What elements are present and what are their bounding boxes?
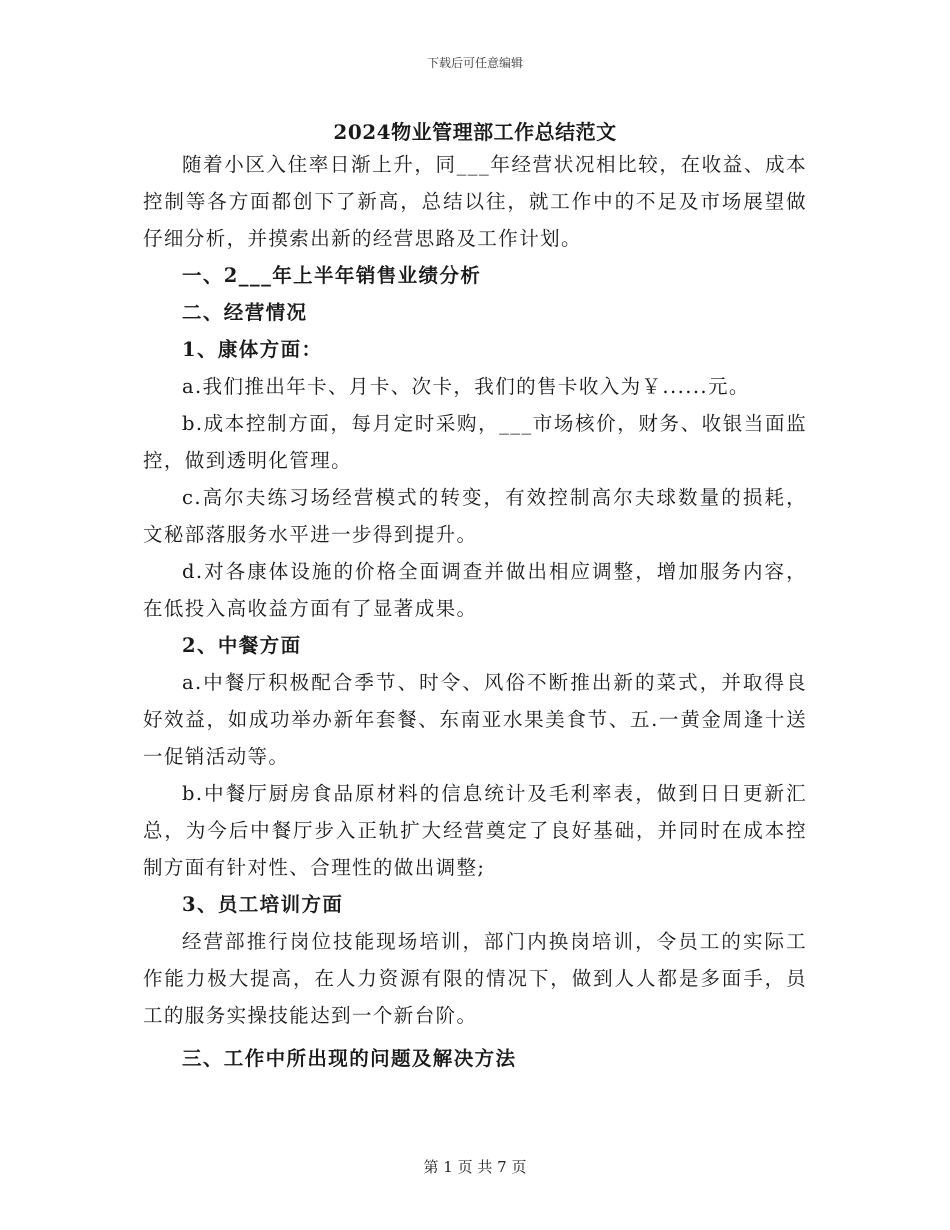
paragraph-restaurant-a: a.中餐厅积极配合季节、时令、风俗不断推出新的菜式，并取得良好效益，如成功举办新年套餐、东南亚水果美食节、五.一黄金周逢十送一促销活动等。 bbox=[143, 671, 807, 768]
paragraph-fitness-d: d.对各康体设施的价格全面调查并做出相应调整，增加服务内容，在低投入高收益方面有了显著成果。 bbox=[143, 560, 807, 620]
paragraph-fitness-a: a.我们推出年卡、月卡、次卡，我们的售卡收入为￥......元。 bbox=[182, 375, 750, 398]
paragraph-fitness-c: c.高尔夫练习场经营模式的转变，有效控制高尔夫球数量的损耗，文秘部落服务水平进一步得到提升。 bbox=[143, 486, 807, 546]
paragraph-intro: 随着小区入住率日渐上升，同___年经营状况相比较，在收益、成本控制等各方面都创下了新高，总结以往，就工作中的不足及市场展望做仔细分析，并摸索出新的经营思路及工作计划。 bbox=[143, 153, 807, 250]
paragraph-staff-training: 经营部推行岗位技能现场培训，部门内换岗培训，令员工的实际工作能力极大提高，在人力资源有限的情况下，做到人人都是多面手，员工的服务实操技能达到一个新台阶。 bbox=[143, 930, 807, 1027]
paragraph-restaurant-b: b.中餐厅厨房食品原材料的信息统计及毛利率表，做到日日更新汇总，为今后中餐厅步入正轨扩大经营奠定了良好基础，并同时在成本控制方面有针对性、合理性的做出调整; bbox=[143, 782, 807, 879]
heading-operations: 二、经营情况 bbox=[182, 301, 308, 324]
heading-chinese-restaurant: 2、中餐方面 bbox=[182, 634, 302, 657]
paragraph-fitness-b: b.成本控制方面，每月定时采购，___市场核价，财务、收银当面监控，做到透明化管理。 bbox=[143, 412, 807, 472]
page-footer: 第 1 页 共 7 页 bbox=[423, 1158, 527, 1176]
heading-staff-training: 3、员工培训方面 bbox=[182, 893, 344, 916]
document-body bbox=[143, 146, 807, 1077]
document-title: 2024物业管理部工作总结范文 bbox=[333, 120, 617, 144]
heading-problems-solutions: 三、工作中所出现的问题及解决方法 bbox=[182, 1047, 517, 1070]
heading-fitness: 1、康体方面： bbox=[182, 338, 323, 361]
heading-sales-analysis: 一、2___年上半年销售业绩分析 bbox=[182, 264, 482, 287]
header-note: 下载后可任意编辑 bbox=[426, 56, 523, 70]
